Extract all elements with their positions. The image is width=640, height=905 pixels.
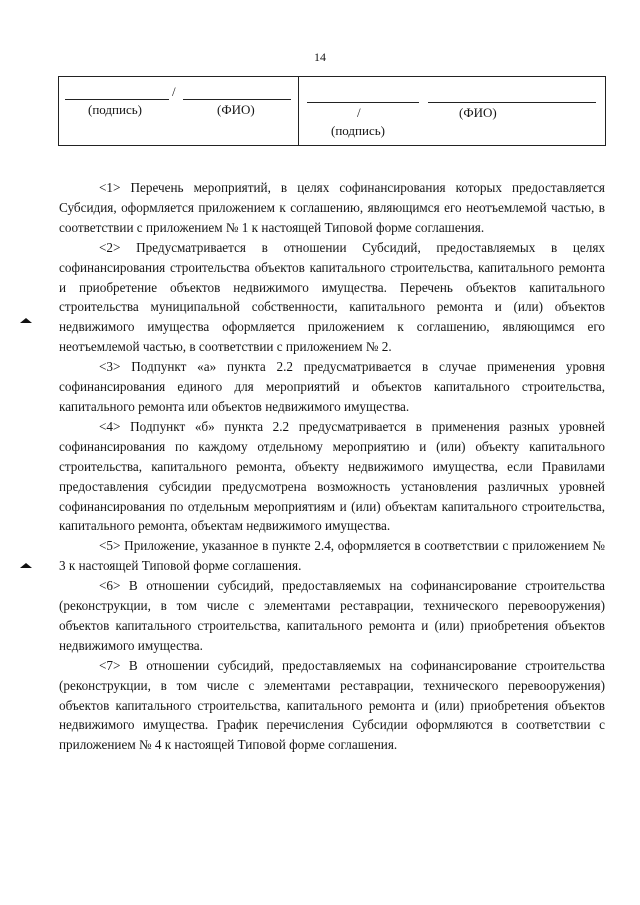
footnotes-section — [59, 178, 605, 755]
footnote-3: <3> Подпункт «а» пункта 2.2 предусматривается в случае применения уровня софинансирования единого для мероприятий и объектов капитального строительства, капитального ремонта или объектов недвижимого имущества. — [59, 359, 605, 414]
left-name-line — [183, 99, 291, 100]
footnote-2: <2> Предусматривается в отношении Субсидий, предоставляемых в целях софинансирования строительства объектов капитального строительства, капитального ремонта и приобретение объектов недвижимого имущества. Перечень объектов капитального строительства муниципальной собственности, капитального ремонта и (или) объектов недвижимого имущества оформляется приложением к соглашению, являющимся его неотъемлемой частью, в соответствии с приложением № 2. — [59, 239, 605, 355]
left-signature-line — [65, 99, 169, 100]
footnote-1: <1> Перечень мероприятий, в целях софинансирования которых предоставляется Субсидия, оформляется приложением к соглашению, являющимся его неотъемлемой частью, в соответствии с приложением № 1 к настоящей Типовой форме соглашения. — [59, 180, 605, 235]
left-fio-label: (ФИО) — [217, 102, 255, 117]
footnote-5: <5> Приложение, указанное в пункте 2.4, оформляется в соответствии с приложением № 3 к настоящей Типовой форме соглашения. — [59, 538, 605, 574]
margin-arrow-mark — [20, 318, 32, 323]
footnote-4: <4> Подпункт «б» пункта 2.2 предусматривается в применения разных уровней софинансирования по каждому отдельному мероприятию и (или) объекту капитального строительства, капитального ремонта, объекту недвижимого имущества, если Правилами предоставления субсидии предусмотрена возможность установления различных уровней софинансирования по отдельным мероприятиям и (или) объектам капитального строительства, капитального ремонта, объектам недвижимого имущества. — [59, 418, 605, 534]
signature-divider — [298, 77, 299, 145]
left-slash: / — [172, 84, 176, 99]
right-slash: / — [357, 105, 361, 120]
footnote-6: <6> В отношении субсидий, предоставляемых на софинансирование строительства (реконструкции, в том числе с элементами реставрации, технического перевооружения) объектов капитального строительства, капитального ремонта и (или) приобретения объектов недвижимого имущества. — [59, 578, 605, 653]
right-signature-line — [307, 102, 419, 103]
page-number: 14 — [314, 50, 326, 64]
signature-table — [58, 76, 606, 146]
left-podpis-label: (подпись) — [88, 102, 142, 117]
margin-arrow-mark — [20, 563, 32, 568]
right-fio-label: (ФИО) — [459, 105, 497, 120]
footnote-7: <7> В отношении субсидий, предоставляемых на софинансирование строительства (реконструкции, в том числе с элементами реставрации, технического перевооружения) объектов капитального строительства, капитального ремонта и (или) приобретения объектов недвижимого имущества. График перечисления Субсидии оформляются в соответствии с приложением № 4 к настоящей Типовой форме соглашения. — [59, 657, 605, 753]
right-name-line — [428, 102, 596, 103]
right-podpis-label: (подпись) — [331, 123, 385, 138]
